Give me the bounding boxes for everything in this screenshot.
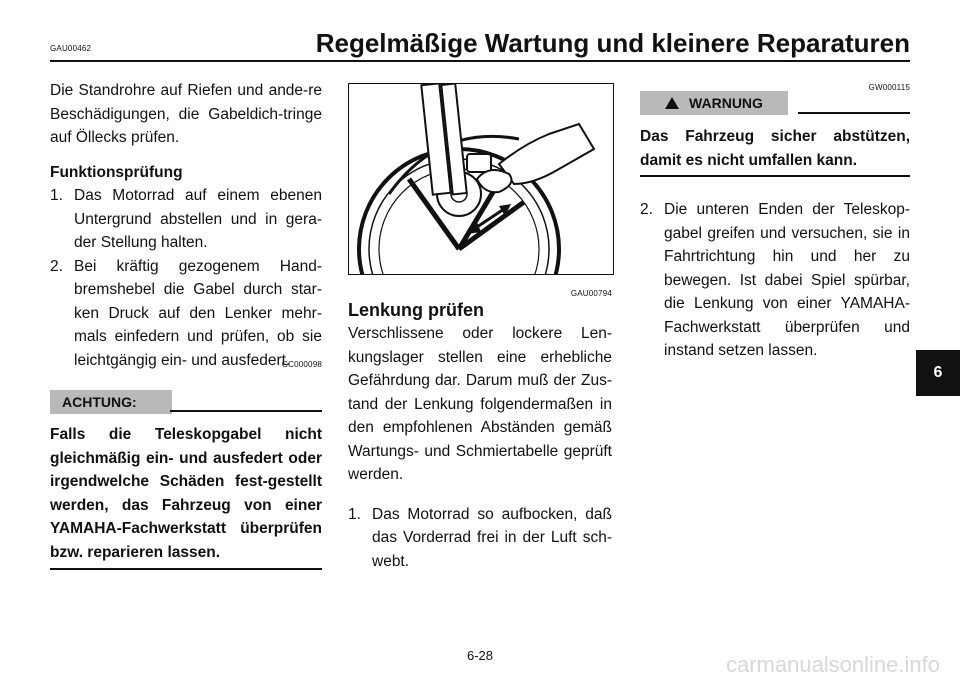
warning-rule-top: [798, 112, 910, 114]
list-number: 1.: [348, 505, 361, 523]
list-item: [50, 184, 322, 255]
warning-label: WARNUNG: [689, 95, 763, 111]
caution-text: Falls die Teleskopgabel nicht gleichmäßig ein- und ausfedert oder irgendwelche Schäden fest-gestellt werden, das Fahrzeug von einer YAMAHA-Fachwerkstatt überprüfen bzw. reparieren lassen.: [50, 426, 322, 561]
header-rule: [50, 60, 910, 62]
list-number: 2.: [640, 201, 653, 218]
column-3: [640, 198, 910, 363]
warning-rule-bottom: [640, 175, 910, 177]
fingers: [477, 170, 511, 192]
page-title: Regelmäßige Wartung und kleinere Reparaturen: [315, 28, 910, 58]
caution-rule-bottom: [50, 568, 322, 570]
list-item: [50, 255, 322, 373]
front-wheel-illustration: [348, 83, 614, 275]
list-text: Das Motorrad auf einem ebenen Untergrund abstellen und in gera-der Stellung halten.: [74, 187, 322, 251]
warning-badge: [640, 91, 788, 115]
wheel-fork-drawing: [349, 84, 613, 274]
header-code: GAU00462: [50, 44, 92, 53]
intro-paragraph: Die Standrohre auf Riefen und ande-re Beschädigungen, die Gabeldich-tringe auf Öllecks prüfen.: [50, 82, 322, 146]
list-text: Das Motorrad so aufbocken, daß das Vorderrad frei in der Luft sch-webt.: [372, 505, 612, 570]
list-item: [348, 503, 612, 574]
section-title-steering: Lenkung prüfen: [348, 300, 484, 320]
list-number: 1.: [50, 187, 63, 204]
list-text: Bei kräftig gezogenem Hand-bremshebel die Gabel durch star-ken Druck auf den Lenker mehr-mals einfedern und prüfen, ob sie leichtgängig ein- und ausfedert.: [74, 257, 322, 369]
column-2: [348, 322, 612, 573]
warning-triangle-icon: [665, 97, 679, 109]
section-title-function-check: Funktionsprüfung: [50, 163, 183, 181]
steering-paragraph: Verschlissene oder lockere Len-kungslager stellen eine erhebliche Gefährdung dar. Darum muß der Zus-tand der Lenkung folgendermaßen in den empfohlenen Abständen gemäß Wartungs- und Schmiertabelle geprüft werden.: [348, 325, 612, 483]
caution-code: GC000098: [281, 360, 322, 369]
caution-rule-top: [170, 410, 322, 412]
list-item: [640, 198, 910, 363]
page-number: 6-28: [466, 648, 494, 663]
hand: [499, 124, 594, 184]
list-number: 2.: [50, 257, 63, 275]
caution-badge: ACHTUNG:: [50, 390, 172, 414]
chapter-tab: 6: [916, 350, 960, 396]
list-text: Die unteren Enden der Teleskop-gabel greifen und versuchen, sie in Fahrtrichtung hin und her zu bewegen. Ist dabei Spiel spürbar, die Lenkung von einer YAMAHA-Fachwerkstatt überprüfen und instand setzen lassen.: [664, 201, 910, 359]
warning-code: GW000115: [868, 83, 910, 92]
column-1: [50, 79, 322, 372]
watermark: carmanualsonline.info: [725, 652, 940, 677]
brake-caliper: [467, 154, 491, 172]
section-code-steering: GAU00794: [570, 289, 612, 298]
warning-text: Das Fahrzeug sicher abstützen, damit es nicht umfallen kann.: [640, 128, 910, 169]
